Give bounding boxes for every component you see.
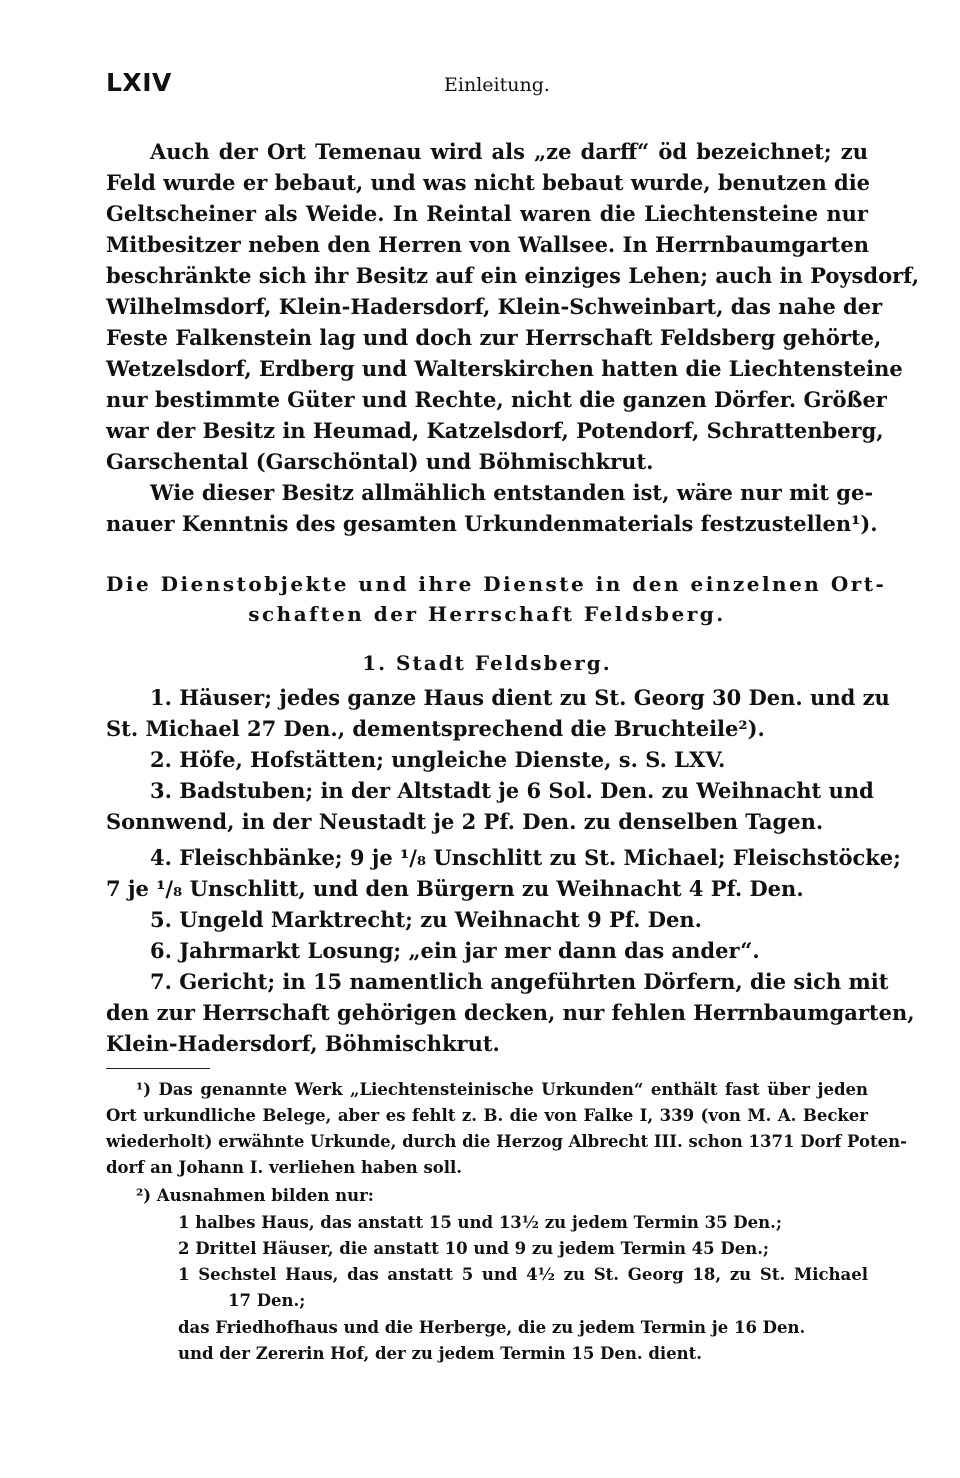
list-item: 1. Häuser; jedes ganze Haus dient zu St. Georg 30 Den. und zu (150, 685, 890, 710)
list-item: Sonnwend, in der Neustadt je 2 Pf. Den. zu denselben Tagen. (106, 809, 824, 834)
list-item: 2. Höfe, Hofstätten; ungleiche Dienste, s. S. LXV. (150, 747, 726, 772)
footnote-line: Ort urkundliche Belege, aber es fehlt z. B. die von Falke I, 339 (von M. A. Becker (106, 1106, 868, 1125)
text-line: Geltscheiner als Weide. In Reintal waren die Liechtensteine nur (106, 201, 868, 226)
list-item: 7. Gericht; in 15 namentlich angeführten Dörfern, die sich mit (150, 969, 889, 994)
page-header (106, 68, 868, 108)
text-line: Wilhelmsdorf, Klein-Hadersdorf, Klein-Schweinbart, das nahe der (106, 294, 883, 319)
footnote-line: 1 Sechstel Haus, das anstatt 5 und 4½ zu St. Georg 18, zu St. Michael (178, 1265, 868, 1284)
list-item: 4. Fleischbänke; 9 je ¹/₈ Unschlitt zu St. Michael; Fleischstöcke; (150, 845, 901, 870)
footnote-line: ²) Ausnahmen bilden nur: (136, 1186, 374, 1205)
text-line: Feld wurde er bebaut, und was nicht bebaut wurde, benutzen die (106, 170, 871, 195)
footnote-line: und der Zererin Hof, der zu jedem Termin 15 Den. dient. (178, 1344, 702, 1363)
text-line: war der Besitz in Heumad, Katzelsdorf, Potendorf, Schrattenberg, (106, 418, 884, 443)
text-line: Mitbesitzer neben den Herren von Wallsee. In Herrnbaumgarten (106, 232, 870, 257)
list-item: St. Michael 27 Den., dementsprechend die Bruchteile²). (106, 716, 765, 741)
footnote-line: ¹) Das genannte Werk „Liechtensteinische Urkunden“ enthält fast über jeden (136, 1080, 868, 1099)
text-line: Wie dieser Besitz allmählich entstanden ist, wäre nur mit ge- (150, 480, 874, 505)
text-line: Wetzelsdorf, Erdberg und Walterskirchen hatten die Liechtensteine (106, 356, 903, 381)
text-line: beschränkte sich ihr Besitz auf ein einziges Lehen; auch in Poysdorf, (106, 263, 920, 288)
list-item: 3. Badstuben; in der Altstadt je 6 Sol. Den. zu Weihnacht und (150, 778, 874, 803)
list-item: den zur Herrschaft gehörigen decken, nur fehlen Herrnbaumgarten, (106, 1000, 915, 1025)
sub-heading: 1. Stadt Feldsberg. (362, 651, 612, 675)
text-line: nur bestimmte Güter und Rechte, nicht die ganzen Dörfer. Größer (106, 387, 887, 412)
list-item: Klein-Hadersdorf, Böhmischkrut. (106, 1031, 500, 1056)
footnote-separator (106, 1068, 210, 1069)
section-heading: schaften der Herrschaft Feldsberg. (248, 602, 726, 626)
section-heading: Die Dienstobjekte und ihre Dienste in den einzelnen Ort- (106, 572, 887, 596)
footnote-line: 17 Den.; (228, 1291, 306, 1310)
footnote-line: wiederholt) erwähnte Urkunde, durch die Herzog Albrecht III. schon 1371 Dorf Poten- (106, 1132, 907, 1151)
footnote-line: das Friedhofhaus und die Herberge, die zu jedem Termin je 16 Den. (178, 1318, 806, 1337)
list-item: 6. Jahrmarkt Losung; „ein jar mer dann das ander“. (150, 938, 760, 963)
text-line: Garschental (Garschöntal) und Böhmischkrut. (106, 449, 654, 474)
footnote-line: dorf an Johann I. verliehen haben soll. (106, 1158, 463, 1177)
footnote-line: 1 halbes Haus, das anstatt 15 und 13½ zu jedem Termin 35 Den.; (178, 1213, 782, 1232)
footnote-line: 2 Drittel Häuser, die anstatt 10 und 9 zu jedem Termin 45 Den.; (178, 1239, 770, 1258)
list-item: 7 je ¹/₈ Unschlitt, und den Bürgern zu Weihnacht 4 Pf. Den. (106, 876, 804, 901)
text-line: Auch der Ort Temenau wird als „ze darff“ öd bezeichnet; zu (150, 139, 868, 164)
text-line: Feste Falkenstein lag und doch zur Herrschaft Feldsberg gehörte, (106, 325, 882, 350)
text-line: nauer Kenntnis des gesamten Urkundenmaterials festzustellen¹). (106, 511, 878, 536)
page-number: LXIV (106, 68, 172, 97)
running-title: Einleitung. (444, 74, 550, 96)
list-item: 5. Ungeld Marktrecht; zu Weihnacht 9 Pf. Den. (150, 907, 702, 932)
